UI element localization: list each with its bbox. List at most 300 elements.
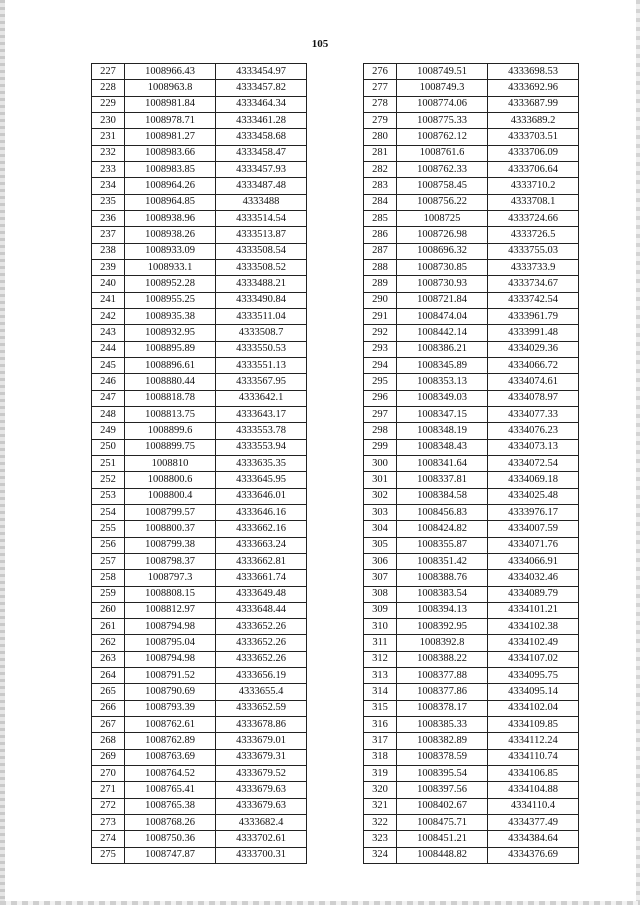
table-row: [364, 439, 579, 455]
table-row: [364, 782, 579, 798]
y-coordinate-cell: 4333661.74: [216, 570, 307, 586]
point-number-cell: 281: [364, 145, 397, 161]
y-coordinate-cell: 4334107.02: [488, 651, 579, 667]
x-coordinate-cell: 1008345.89: [397, 357, 488, 373]
y-coordinate-cell: 4334073.13: [488, 439, 579, 455]
x-coordinate-cell: 1008799.57: [125, 504, 216, 520]
x-coordinate-cell: 1008388.22: [397, 651, 488, 667]
y-coordinate-cell: 4333679.31: [216, 749, 307, 765]
y-coordinate-cell: 4333692.96: [488, 80, 579, 96]
coordinates-table-left: [91, 63, 307, 864]
x-coordinate-cell: 1008938.26: [125, 227, 216, 243]
point-number-cell: 241: [92, 292, 125, 308]
x-coordinate-cell: 1008385.33: [397, 717, 488, 733]
x-coordinate-cell: 1008983.85: [125, 161, 216, 177]
table-row: [92, 488, 307, 504]
y-coordinate-cell: 4333702.61: [216, 831, 307, 847]
point-number-cell: 322: [364, 815, 397, 831]
x-coordinate-cell: 1008348.43: [397, 439, 488, 455]
x-coordinate-cell: 1008955.25: [125, 292, 216, 308]
point-number-cell: 300: [364, 455, 397, 471]
table-row: [92, 733, 307, 749]
scan-edge-bottom: [0, 901, 640, 905]
table-row: [364, 651, 579, 667]
y-coordinate-cell: 4334066.72: [488, 357, 579, 373]
table-row: [92, 815, 307, 831]
table-row: [364, 308, 579, 324]
point-number-cell: 278: [364, 96, 397, 112]
table-row: [92, 684, 307, 700]
point-number-cell: 257: [92, 553, 125, 569]
y-coordinate-cell: 4333553.78: [216, 423, 307, 439]
x-coordinate-cell: 1008794.98: [125, 619, 216, 635]
y-coordinate-cell: 4334032.46: [488, 570, 579, 586]
x-coordinate-cell: 1008798.37: [125, 553, 216, 569]
x-coordinate-cell: 1008402.67: [397, 798, 488, 814]
x-coordinate-cell: 1008730.85: [397, 259, 488, 275]
x-coordinate-cell: 1008349.03: [397, 390, 488, 406]
point-number-cell: 229: [92, 96, 125, 112]
table-row: [364, 357, 579, 373]
y-coordinate-cell: 4333755.03: [488, 243, 579, 259]
point-number-cell: 310: [364, 619, 397, 635]
y-coordinate-cell: 4334101.21: [488, 602, 579, 618]
y-coordinate-cell: 4334102.38: [488, 619, 579, 635]
y-coordinate-cell: 4334384.64: [488, 831, 579, 847]
table-row: [92, 570, 307, 586]
y-coordinate-cell: 4333652.26: [216, 651, 307, 667]
x-coordinate-cell: 1008896.61: [125, 357, 216, 373]
x-coordinate-cell: 1008813.75: [125, 406, 216, 422]
x-coordinate-cell: 1008933.09: [125, 243, 216, 259]
table-row: [92, 80, 307, 96]
point-number-cell: 245: [92, 357, 125, 373]
x-coordinate-cell: 1008384.58: [397, 488, 488, 504]
x-coordinate-cell: 1008747.87: [125, 847, 216, 863]
table-row: [364, 227, 579, 243]
x-coordinate-cell: 1008378.59: [397, 749, 488, 765]
x-coordinate-cell: 1008762.89: [125, 733, 216, 749]
x-coordinate-cell: 1008808.15: [125, 586, 216, 602]
point-number-cell: 308: [364, 586, 397, 602]
x-coordinate-cell: 1008388.76: [397, 570, 488, 586]
y-coordinate-cell: 4334074.61: [488, 374, 579, 390]
x-coordinate-cell: 1008347.15: [397, 406, 488, 422]
x-coordinate-cell: 1008762.33: [397, 161, 488, 177]
y-coordinate-cell: 4333961.79: [488, 308, 579, 324]
x-coordinate-cell: 1008395.54: [397, 766, 488, 782]
table-row: [92, 504, 307, 520]
point-number-cell: 266: [92, 700, 125, 716]
y-coordinate-cell: 4333689.2: [488, 112, 579, 128]
table-row: [364, 112, 579, 128]
x-coordinate-cell: 1008377.88: [397, 668, 488, 684]
y-coordinate-cell: 4333652.26: [216, 635, 307, 651]
y-coordinate-cell: 4333652.26: [216, 619, 307, 635]
y-coordinate-cell: 4333508.54: [216, 243, 307, 259]
point-number-cell: 313: [364, 668, 397, 684]
point-number-cell: 271: [92, 782, 125, 798]
point-number-cell: 270: [92, 766, 125, 782]
x-coordinate-cell: 1008935.38: [125, 308, 216, 324]
point-number-cell: 227: [92, 64, 125, 80]
y-coordinate-cell: 4334376.69: [488, 847, 579, 863]
point-number-cell: 314: [364, 684, 397, 700]
x-coordinate-cell: 1008795.04: [125, 635, 216, 651]
table-row: [364, 717, 579, 733]
table-row: [364, 325, 579, 341]
point-number-cell: 233: [92, 161, 125, 177]
point-number-cell: 295: [364, 374, 397, 390]
scan-edge-left: [0, 0, 5, 905]
y-coordinate-cell: 4334076.23: [488, 423, 579, 439]
point-number-cell: 231: [92, 129, 125, 145]
x-coordinate-cell: 1008964.85: [125, 194, 216, 210]
table-row: [92, 749, 307, 765]
y-coordinate-cell: 4333646.01: [216, 488, 307, 504]
table-row: [364, 553, 579, 569]
y-coordinate-cell: 4333645.95: [216, 472, 307, 488]
point-number-cell: 267: [92, 717, 125, 733]
y-coordinate-cell: 4333646.16: [216, 504, 307, 520]
y-coordinate-cell: 4334072.54: [488, 455, 579, 471]
table-row: [92, 668, 307, 684]
point-number-cell: 320: [364, 782, 397, 798]
table-row: [364, 406, 579, 422]
point-number-cell: 248: [92, 406, 125, 422]
point-number-cell: 250: [92, 439, 125, 455]
x-coordinate-cell: 1008386.21: [397, 341, 488, 357]
point-number-cell: 259: [92, 586, 125, 602]
table-row: [92, 129, 307, 145]
point-number-cell: 306: [364, 553, 397, 569]
y-coordinate-cell: 4333458.47: [216, 145, 307, 161]
y-coordinate-cell: 4333652.59: [216, 700, 307, 716]
point-number-cell: 235: [92, 194, 125, 210]
x-coordinate-cell: 1008765.41: [125, 782, 216, 798]
x-coordinate-cell: 1008451.21: [397, 831, 488, 847]
y-coordinate-cell: 4333457.82: [216, 80, 307, 96]
y-coordinate-cell: 4334066.91: [488, 553, 579, 569]
y-coordinate-cell: 4334069.18: [488, 472, 579, 488]
y-coordinate-cell: 4333679.63: [216, 798, 307, 814]
x-coordinate-cell: 1008726.98: [397, 227, 488, 243]
point-number-cell: 316: [364, 717, 397, 733]
x-coordinate-cell: 1008762.61: [125, 717, 216, 733]
y-coordinate-cell: 4334071.76: [488, 537, 579, 553]
x-coordinate-cell: 1008725: [397, 210, 488, 226]
x-coordinate-cell: 1008348.19: [397, 423, 488, 439]
point-number-cell: 269: [92, 749, 125, 765]
y-coordinate-cell: 4333976.17: [488, 504, 579, 520]
y-coordinate-cell: 4333706.64: [488, 161, 579, 177]
table-row: [92, 357, 307, 373]
table-row: [364, 194, 579, 210]
point-number-cell: 303: [364, 504, 397, 520]
point-number-cell: 284: [364, 194, 397, 210]
point-number-cell: 253: [92, 488, 125, 504]
y-coordinate-cell: 4334078.97: [488, 390, 579, 406]
table-row: [92, 717, 307, 733]
x-coordinate-cell: 1008797.3: [125, 570, 216, 586]
y-coordinate-cell: 4333642.1: [216, 390, 307, 406]
point-number-cell: 305: [364, 537, 397, 553]
point-number-cell: 302: [364, 488, 397, 504]
table-row: [364, 80, 579, 96]
point-number-cell: 285: [364, 210, 397, 226]
y-coordinate-cell: 4333490.84: [216, 292, 307, 308]
x-coordinate-cell: 1008978.71: [125, 112, 216, 128]
x-coordinate-cell: 1008800.37: [125, 521, 216, 537]
coordinates-table-right: [363, 63, 579, 864]
x-coordinate-cell: 1008775.33: [397, 112, 488, 128]
y-coordinate-cell: 4333551.13: [216, 357, 307, 373]
point-number-cell: 255: [92, 521, 125, 537]
y-coordinate-cell: 4333488.21: [216, 276, 307, 292]
x-coordinate-cell: 1008761.6: [397, 145, 488, 161]
point-number-cell: 280: [364, 129, 397, 145]
y-coordinate-cell: 4334029.36: [488, 341, 579, 357]
x-coordinate-cell: 1008721.84: [397, 292, 488, 308]
table-row: [92, 455, 307, 471]
y-coordinate-cell: 4333567.95: [216, 374, 307, 390]
table-row: [364, 619, 579, 635]
y-coordinate-cell: 4334110.4: [488, 798, 579, 814]
point-number-cell: 261: [92, 619, 125, 635]
point-number-cell: 312: [364, 651, 397, 667]
x-coordinate-cell: 1008800.6: [125, 472, 216, 488]
table-row: [364, 504, 579, 520]
x-coordinate-cell: 1008966.43: [125, 64, 216, 80]
y-coordinate-cell: 4334077.33: [488, 406, 579, 422]
x-coordinate-cell: 1008768.26: [125, 815, 216, 831]
y-coordinate-cell: 4333687.99: [488, 96, 579, 112]
table-row: [364, 210, 579, 226]
point-number-cell: 252: [92, 472, 125, 488]
x-coordinate-cell: 1008351.42: [397, 553, 488, 569]
y-coordinate-cell: 4333679.52: [216, 766, 307, 782]
y-coordinate-cell: 4334095.14: [488, 684, 579, 700]
x-coordinate-cell: 1008899.75: [125, 439, 216, 455]
point-number-cell: 254: [92, 504, 125, 520]
table-row: [92, 831, 307, 847]
point-number-cell: 282: [364, 161, 397, 177]
point-number-cell: 301: [364, 472, 397, 488]
y-coordinate-cell: 4333710.2: [488, 178, 579, 194]
table-row: [92, 259, 307, 275]
point-number-cell: 290: [364, 292, 397, 308]
y-coordinate-cell: 4333698.53: [488, 64, 579, 80]
point-number-cell: 321: [364, 798, 397, 814]
point-number-cell: 247: [92, 390, 125, 406]
table-row: [364, 815, 579, 831]
point-number-cell: 240: [92, 276, 125, 292]
point-number-cell: 291: [364, 308, 397, 324]
x-coordinate-cell: 1008749.3: [397, 80, 488, 96]
table-row: [364, 64, 579, 80]
point-number-cell: 275: [92, 847, 125, 863]
table-row: [364, 145, 579, 161]
table-row: [92, 586, 307, 602]
x-coordinate-cell: 1008730.93: [397, 276, 488, 292]
table-row: [92, 798, 307, 814]
y-coordinate-cell: 4333553.94: [216, 439, 307, 455]
x-coordinate-cell: 1008424.82: [397, 521, 488, 537]
y-coordinate-cell: 4333457.93: [216, 161, 307, 177]
table-row: [92, 243, 307, 259]
point-number-cell: 324: [364, 847, 397, 863]
point-number-cell: 265: [92, 684, 125, 700]
point-number-cell: 273: [92, 815, 125, 831]
point-number-cell: 251: [92, 455, 125, 471]
x-coordinate-cell: 1008790.69: [125, 684, 216, 700]
point-number-cell: 304: [364, 521, 397, 537]
y-coordinate-cell: 4333742.54: [488, 292, 579, 308]
table-row: [92, 847, 307, 863]
table-row: [92, 374, 307, 390]
table-row: [92, 194, 307, 210]
y-coordinate-cell: 4334112.24: [488, 733, 579, 749]
y-coordinate-cell: 4333648.44: [216, 602, 307, 618]
y-coordinate-cell: 4333464.34: [216, 96, 307, 112]
table-row: [92, 423, 307, 439]
table-row: [92, 210, 307, 226]
x-coordinate-cell: 1008763.69: [125, 749, 216, 765]
y-coordinate-cell: 4333488: [216, 194, 307, 210]
point-number-cell: 258: [92, 570, 125, 586]
table-row: [364, 749, 579, 765]
table-row: [92, 700, 307, 716]
y-coordinate-cell: 4333991.48: [488, 325, 579, 341]
y-coordinate-cell: 4333458.68: [216, 129, 307, 145]
x-coordinate-cell: 1008880.44: [125, 374, 216, 390]
x-coordinate-cell: 1008963.8: [125, 80, 216, 96]
table-row: [92, 782, 307, 798]
y-coordinate-cell: 4334102.49: [488, 635, 579, 651]
x-coordinate-cell: 1008981.27: [125, 129, 216, 145]
x-coordinate-cell: 1008377.86: [397, 684, 488, 700]
point-number-cell: 323: [364, 831, 397, 847]
y-coordinate-cell: 4334104.88: [488, 782, 579, 798]
table-row: [92, 553, 307, 569]
x-coordinate-cell: 1008382.89: [397, 733, 488, 749]
x-coordinate-cell: 1008932.95: [125, 325, 216, 341]
point-number-cell: 283: [364, 178, 397, 194]
table-row: [92, 308, 307, 324]
y-coordinate-cell: 4333708.1: [488, 194, 579, 210]
x-coordinate-cell: 1008810: [125, 455, 216, 471]
x-coordinate-cell: 1008378.17: [397, 700, 488, 716]
point-number-cell: 242: [92, 308, 125, 324]
x-coordinate-cell: 1008799.38: [125, 537, 216, 553]
y-coordinate-cell: 4333679.63: [216, 782, 307, 798]
point-number-cell: 288: [364, 259, 397, 275]
table-row: [92, 276, 307, 292]
y-coordinate-cell: 4333655.4: [216, 684, 307, 700]
table-row: [364, 831, 579, 847]
x-coordinate-cell: 1008456.83: [397, 504, 488, 520]
table-row: [92, 96, 307, 112]
x-coordinate-cell: 1008392.8: [397, 635, 488, 651]
x-coordinate-cell: 1008764.52: [125, 766, 216, 782]
x-coordinate-cell: 1008938.96: [125, 210, 216, 226]
y-coordinate-cell: 4333513.87: [216, 227, 307, 243]
x-coordinate-cell: 1008762.12: [397, 129, 488, 145]
y-coordinate-cell: 4333733.9: [488, 259, 579, 275]
x-coordinate-cell: 1008337.81: [397, 472, 488, 488]
point-number-cell: 296: [364, 390, 397, 406]
y-coordinate-cell: 4334095.75: [488, 668, 579, 684]
point-number-cell: 264: [92, 668, 125, 684]
point-number-cell: 239: [92, 259, 125, 275]
y-coordinate-cell: 4333662.16: [216, 521, 307, 537]
x-coordinate-cell: 1008475.71: [397, 815, 488, 831]
point-number-cell: 249: [92, 423, 125, 439]
table-row: [364, 161, 579, 177]
point-number-cell: 307: [364, 570, 397, 586]
point-number-cell: 318: [364, 749, 397, 765]
y-coordinate-cell: 4333508.7: [216, 325, 307, 341]
point-number-cell: 276: [364, 64, 397, 80]
y-coordinate-cell: 4333550.53: [216, 341, 307, 357]
table-row: [364, 537, 579, 553]
point-number-cell: 274: [92, 831, 125, 847]
x-coordinate-cell: 1008765.38: [125, 798, 216, 814]
point-number-cell: 244: [92, 341, 125, 357]
point-number-cell: 230: [92, 112, 125, 128]
point-number-cell: 286: [364, 227, 397, 243]
table-row: [364, 684, 579, 700]
point-number-cell: 236: [92, 210, 125, 226]
point-number-cell: 277: [364, 80, 397, 96]
table-row: [92, 521, 307, 537]
y-coordinate-cell: 4334106.85: [488, 766, 579, 782]
x-coordinate-cell: 1008952.28: [125, 276, 216, 292]
x-coordinate-cell: 1008812.97: [125, 602, 216, 618]
table-row: [92, 64, 307, 80]
x-coordinate-cell: 1008818.78: [125, 390, 216, 406]
point-number-cell: 272: [92, 798, 125, 814]
x-coordinate-cell: 1008794.98: [125, 651, 216, 667]
point-number-cell: 228: [92, 80, 125, 96]
y-coordinate-cell: 4333508.52: [216, 259, 307, 275]
table-row: [364, 292, 579, 308]
point-number-cell: 256: [92, 537, 125, 553]
table-row: [92, 635, 307, 651]
x-coordinate-cell: 1008392.95: [397, 619, 488, 635]
y-coordinate-cell: 4333514.54: [216, 210, 307, 226]
point-number-cell: 238: [92, 243, 125, 259]
point-number-cell: 309: [364, 602, 397, 618]
x-coordinate-cell: 1008793.39: [125, 700, 216, 716]
table-row: [364, 798, 579, 814]
table-row: [364, 129, 579, 145]
table-row: [364, 423, 579, 439]
table-row: [92, 602, 307, 618]
y-coordinate-cell: 4333726.5: [488, 227, 579, 243]
table-row: [92, 325, 307, 341]
table-row: [92, 472, 307, 488]
y-coordinate-cell: 4333454.97: [216, 64, 307, 80]
y-coordinate-cell: 4333724.66: [488, 210, 579, 226]
y-coordinate-cell: 4333679.01: [216, 733, 307, 749]
point-number-cell: 243: [92, 325, 125, 341]
table-row: [92, 406, 307, 422]
x-coordinate-cell: 1008983.66: [125, 145, 216, 161]
y-coordinate-cell: 4333706.09: [488, 145, 579, 161]
table-row: [364, 733, 579, 749]
table-row: [364, 178, 579, 194]
